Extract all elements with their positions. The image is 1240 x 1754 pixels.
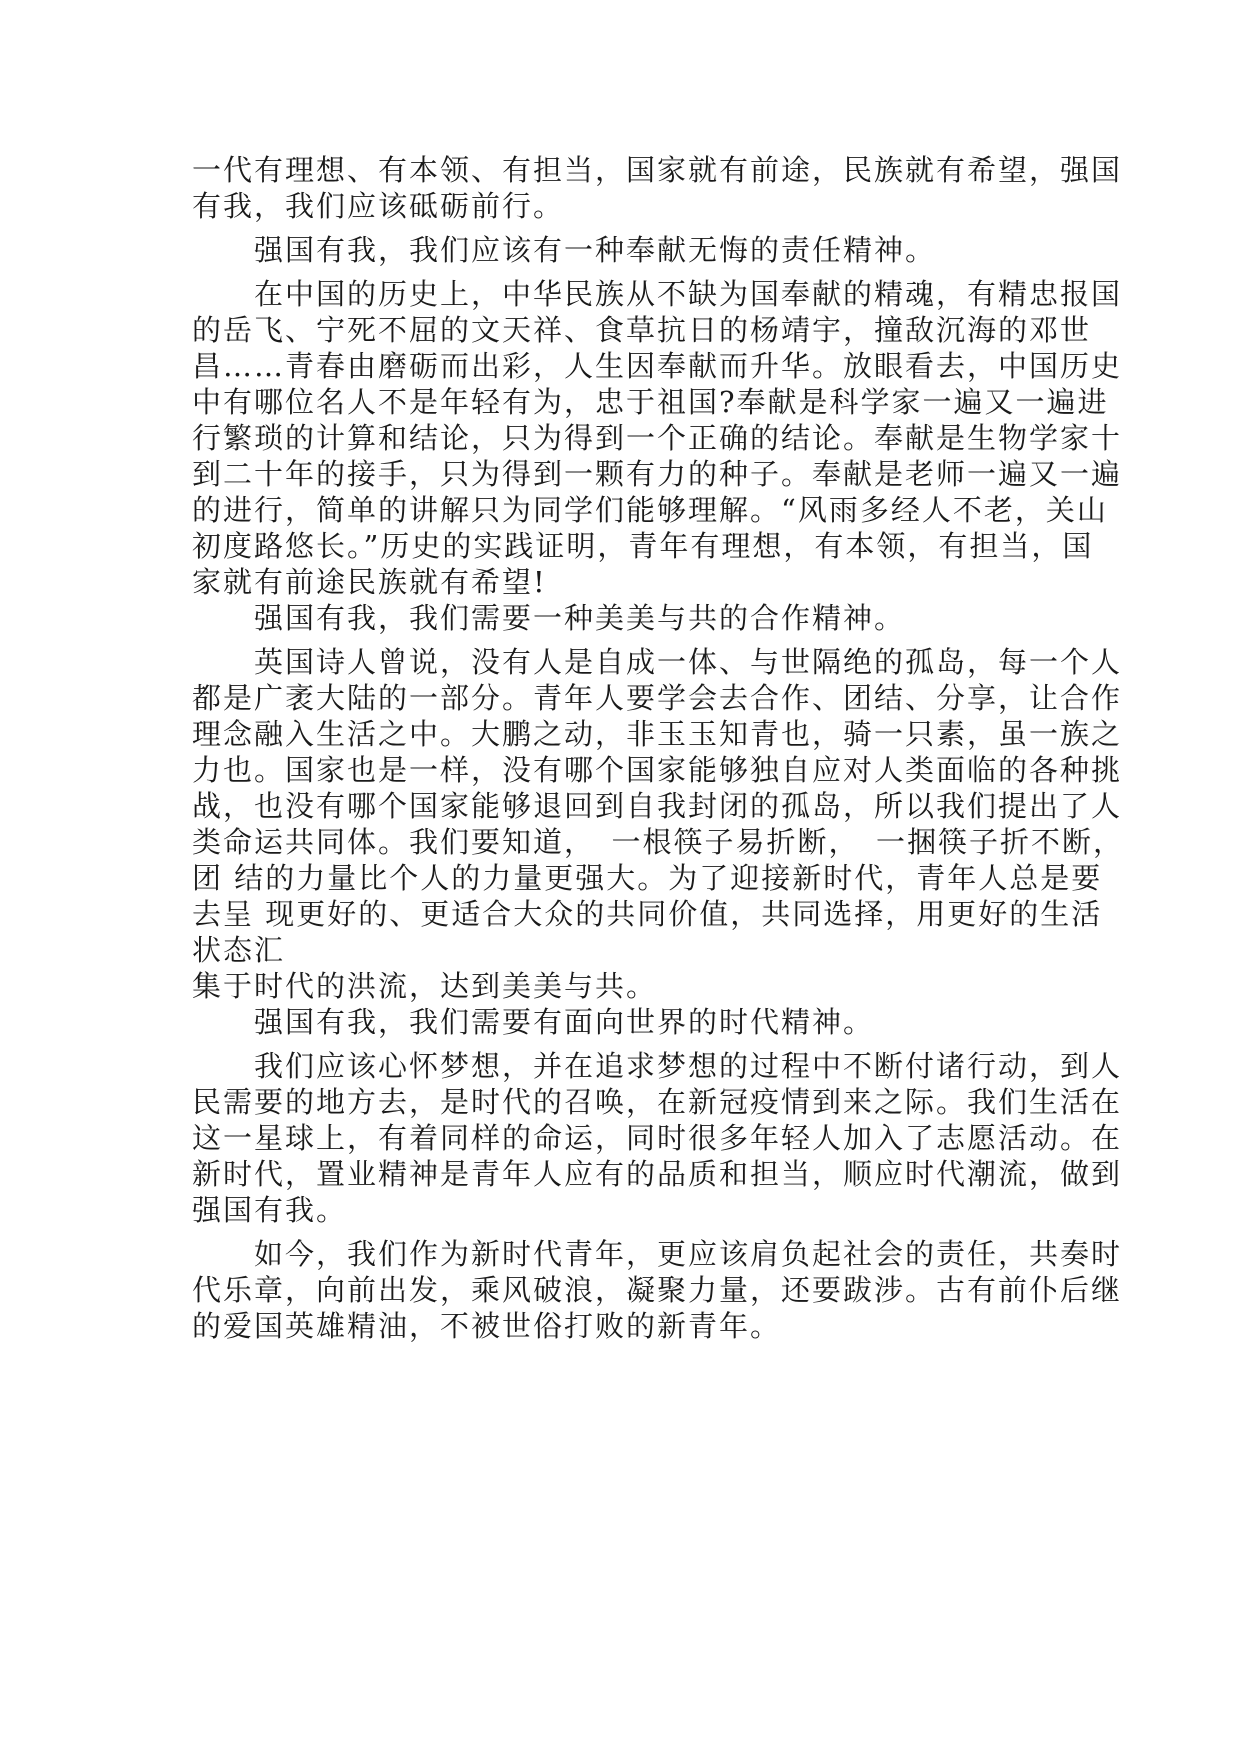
body-text (192, 152, 1125, 1344)
text-line: 战，也没有哪个国家能够退回到自我封闭的孤岛，所以我们提出了人 (192, 789, 1123, 823)
text-line: 力也。国家也是一样，没有哪个国家能够独自应对人类面临的各种挑 (192, 753, 1123, 787)
text-line: 有我，我们应该砥砺前行。 (192, 189, 565, 223)
text-line: 代乐章，向前出发，乘风破浪，凝聚力量，还要跋涉。古有前仆后继 (192, 1273, 1123, 1307)
text-line: 一代有理想、有本领、有担当，国家就有前途，民族就有希望，强国 (192, 153, 1123, 187)
paragraph-heading: 强国有我，我们需要有面向世界的时代精神。 (192, 1005, 875, 1039)
text-line: 理念融入生活之中。大鹏之动，非玉玉知青也，骑一只素，虽一族之 (192, 717, 1123, 751)
text-line: 英国诗人曾说，没有人是自成一体、与世隔绝的孤岛，每一个人 (192, 645, 1123, 679)
text-line: 行繁琐的计算和结论，只为得到一个正确的结论。奉献是生物学家十 (192, 421, 1123, 455)
text-line: 都是广袤大陆的一部分。青年人要学会去合作、团结、分享，让合作 (192, 681, 1123, 715)
text-line: 我们应该心怀梦想，并在追求梦想的过程中不断付诸行动，到人 (192, 1049, 1123, 1083)
text-line: 中有哪位名人不是年轻有为，忠于祖国?奉献是科学家一遍又一遍进 (192, 385, 1109, 419)
text-line: 团 结的力量比个人的力量更强大。为了迎接新时代，青年人总是要 (192, 861, 1103, 895)
text-line: 新时代，置业精神是青年人应有的品质和担当，顺应时代潮流，做到 (192, 1157, 1123, 1191)
paragraph-heading: 强国有我，我们需要一种美美与共的合作精神。 (192, 601, 906, 635)
text-line: 状态汇 (192, 933, 286, 967)
text-line: 的岳飞、宁死不屈的文天祥、食草抗日的杨靖宇，撞敌沉海的邓世 (192, 313, 1092, 347)
text-line: 在中国的历史上，中华民族从不缺为国奉献的精魂，有精忠报国 (192, 277, 1123, 311)
text-line: 家就有前途民族就有希望! (192, 565, 547, 599)
text-line: 类命运共同体。我们要知道， 一根筷子易折断， 一捆筷子折不断， (192, 825, 1125, 859)
text-line: 去呈 现更好的、更适合大众的共同价值，共同选择，用更好的生活 (192, 897, 1103, 931)
text-line: 到二十年的接手，只为得到一颗有力的种子。奉献是老师一遍又一遍 (192, 457, 1123, 491)
text-line: 强国有我。 (192, 1193, 348, 1227)
text-line: 民需要的地方去，是时代的召唤，在新冠疫情到来之际。我们生活在 (192, 1085, 1123, 1119)
text-line: 的爱国英雄精油，不被世俗打败的新青年。 (192, 1309, 782, 1343)
text-line: 的进行，简单的讲解只为同学们能够理解。“风雨多经人不老，关山 (192, 493, 1108, 527)
text-line: 集于时代的洪流，达到美美与共。 (192, 969, 658, 1003)
text-line: 这一星球上，有着同样的命运，同时很多年轻人加入了志愿活动。在 (192, 1121, 1123, 1155)
text-line: 初度路悠长。”历史的实践证明，青年有理想，有本领，有担当，国 (192, 529, 1094, 563)
paragraph-heading: 强国有我，我们应该有一种奉献无悔的责任精神。 (192, 233, 937, 267)
text-line: 昌……青春由磨砺而出彩，人生因奉献而升华。放眼看去，中国历史 (192, 349, 1123, 383)
text-line: 如今，我们作为新时代青年，更应该肩负起社会的责任，共奏时 (192, 1237, 1123, 1271)
